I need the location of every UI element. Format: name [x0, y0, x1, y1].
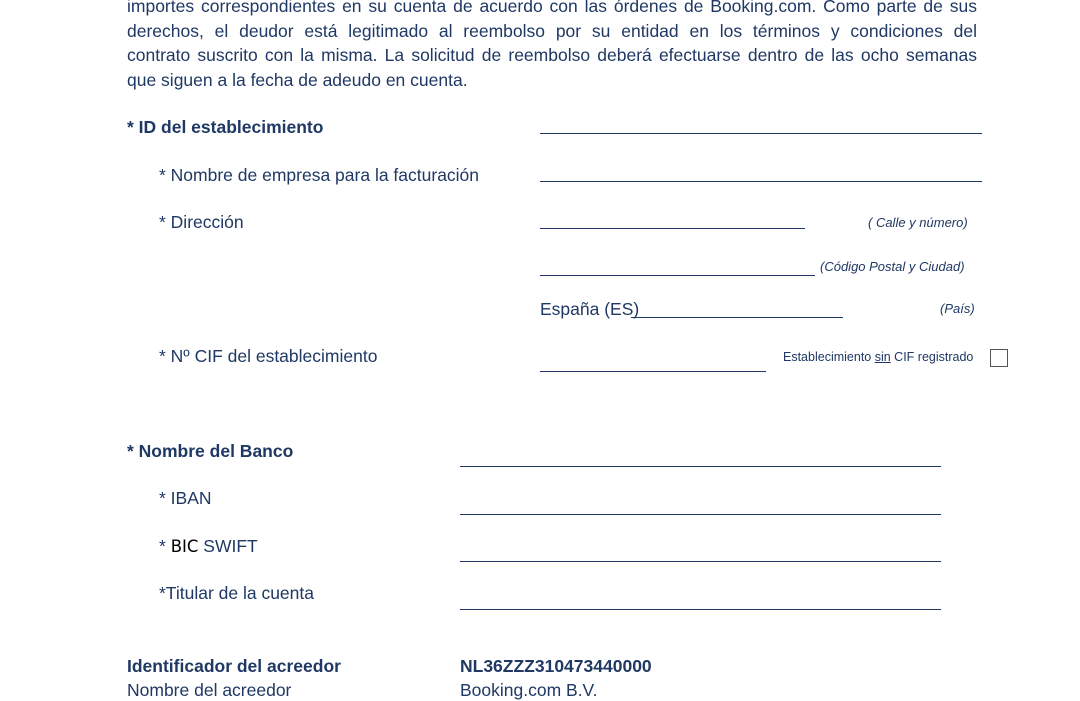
postal-city-hint: (Código Postal y Ciudad)	[820, 259, 965, 274]
no-cif-label	[783, 350, 973, 364]
cif-field[interactable]	[540, 371, 766, 372]
mandate-paragraph	[127, 0, 977, 92]
creditor-id-label: Identificador del acreedor	[127, 656, 341, 676]
country-prefix: España (ES)	[540, 299, 640, 319]
no-cif-checkbox[interactable]	[990, 349, 1008, 367]
billing-name-label: * Nombre de empresa para la facturación	[159, 165, 480, 185]
address-label: * Dirección	[159, 212, 244, 232]
establishment-id-label: * ID del establecimiento	[127, 117, 324, 137]
no-cif-text-after: CIF registrado	[890, 350, 974, 364]
country-hint: (País)	[940, 301, 975, 316]
bic-swift-field[interactable]	[460, 561, 941, 562]
street-hint: ( Calle y número)	[868, 215, 968, 230]
bank-name-label: * Nombre del Banco	[127, 441, 294, 461]
paragraph-line: contrato suscrito con la misma. La solicitud de reembolso deberá efectuarse dentro de las ocho semanas	[127, 45, 977, 65]
account-holder-label: *Titular de la cuenta	[159, 583, 314, 603]
billing-name-field[interactable]	[540, 181, 982, 182]
bic-swift-label	[159, 536, 258, 557]
no-cif-underlined: sin	[874, 350, 891, 364]
creditor-id-value: NL36ZZZ310473440000	[460, 656, 652, 676]
iban-label: * IBAN	[159, 488, 212, 508]
cif-label: * Nº CIF del establecimiento	[159, 346, 378, 366]
account-holder-field[interactable]	[460, 609, 941, 610]
postal-city-field[interactable]	[540, 275, 815, 276]
bic-word: BIC	[170, 537, 199, 556]
paragraph-line: importes correspondientes en su cuenta de acuerdo con las órdenes de Booking.com. Como parte de sus	[127, 0, 977, 16]
swift-word: SWIFT	[198, 536, 258, 556]
paragraph-line: que siguen a la fecha de adeudo en cuenta.	[127, 69, 468, 90]
creditor-name-value: Booking.com B.V.	[460, 680, 598, 700]
street-field[interactable]	[540, 228, 805, 229]
establishment-id-field[interactable]	[540, 133, 982, 134]
country-field[interactable]	[631, 317, 843, 318]
creditor-name-label: Nombre del acreedor	[127, 680, 292, 700]
bic-star: *	[159, 536, 171, 556]
iban-field[interactable]	[460, 514, 941, 515]
bank-name-field[interactable]	[460, 466, 941, 467]
no-cif-text-before: Establecimiento	[783, 350, 875, 364]
paragraph-line: derechos, el deudor está legitimado al reembolso por su entidad en los términos y condiciones del	[127, 20, 977, 41]
